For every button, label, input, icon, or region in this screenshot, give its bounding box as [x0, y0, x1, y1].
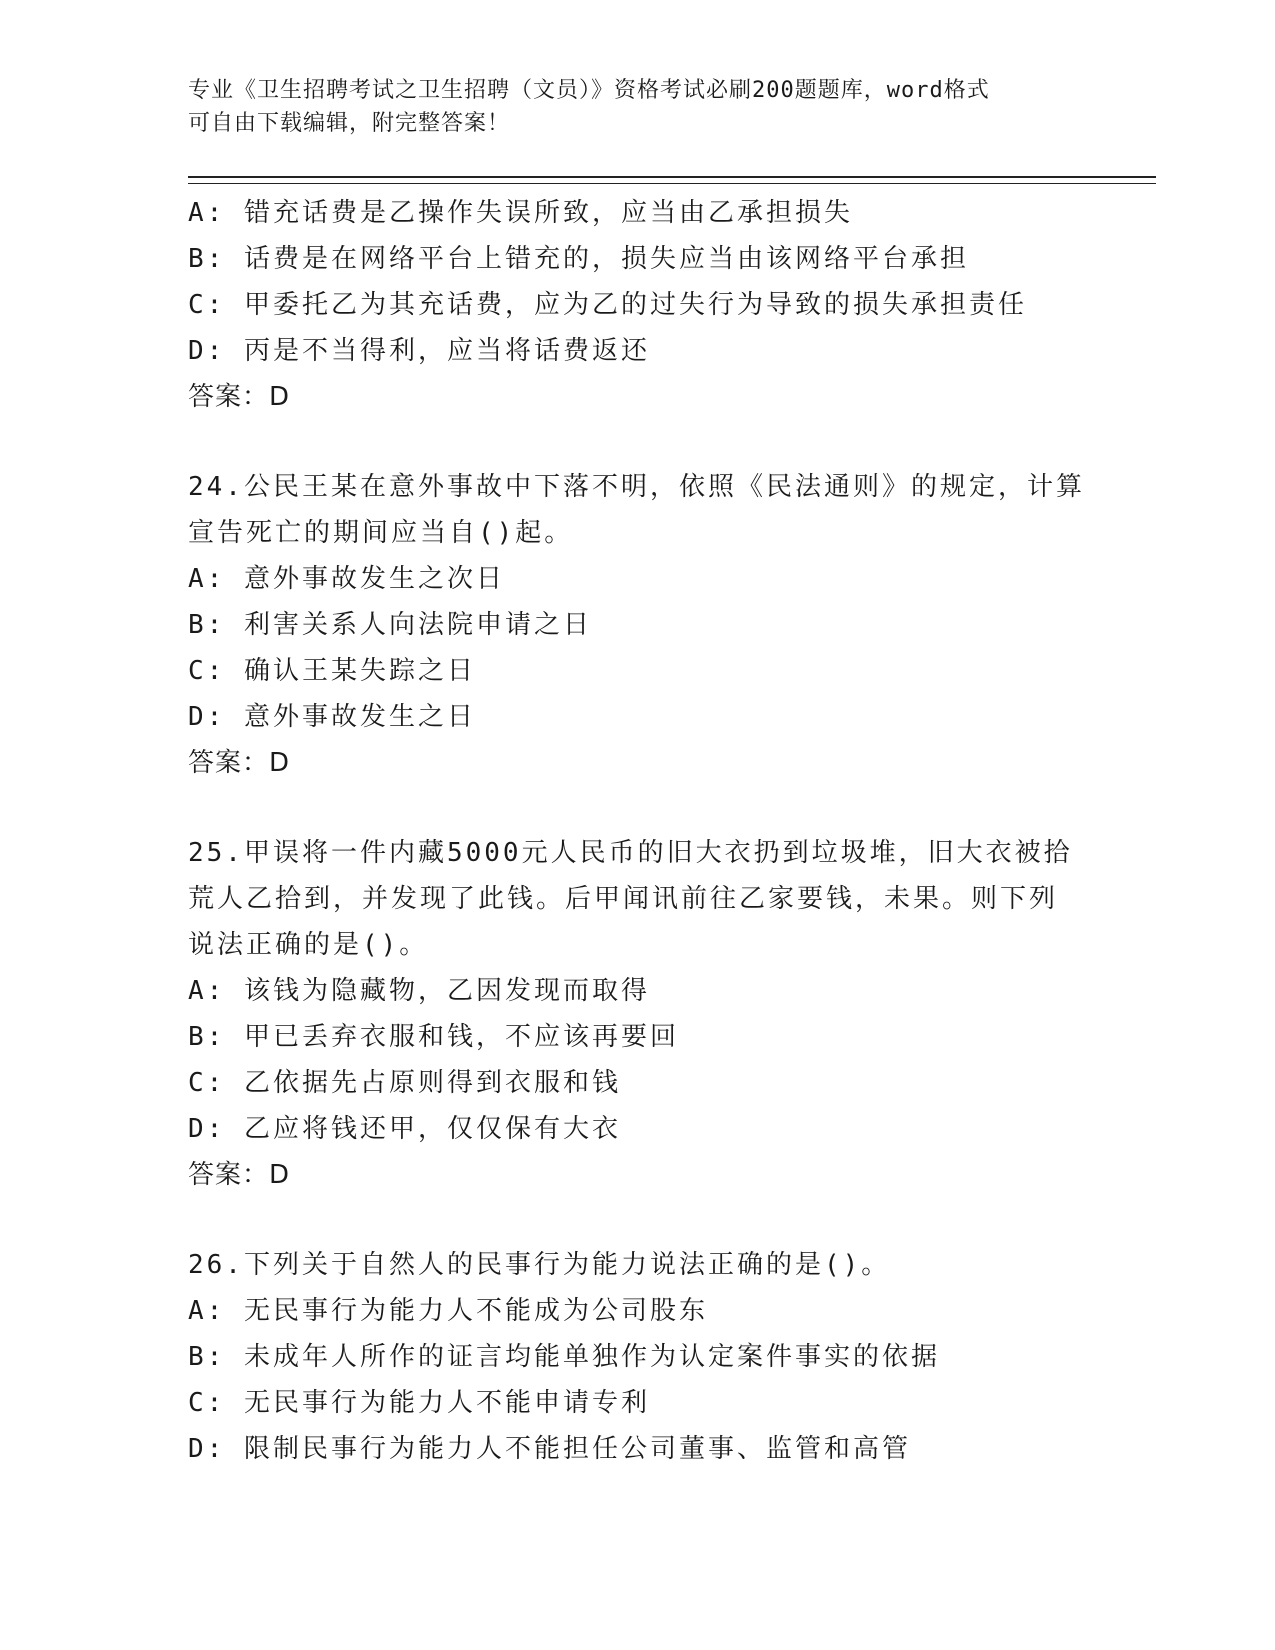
spacer	[188, 786, 1088, 830]
header-divider	[188, 176, 1156, 184]
option-d: D: 乙应将钱还甲，仅仅保有大衣	[188, 1114, 621, 1144]
question-26	[188, 1242, 1088, 1472]
question-text-line: 26.下列关于自然人的民事行为能力说法正确的是()。	[188, 1250, 891, 1280]
option-a: A: 该钱为隐藏物，乙因发现而取得	[188, 976, 650, 1006]
question-text-line: 25.甲误将一件内藏5000元人民币的旧大衣扔到垃圾堆，旧大衣被拾	[188, 838, 1073, 868]
header-title-line-2: 可自由下载编辑，附完整答案！	[188, 111, 511, 136]
question-text-line: 24.公民王某在意外事故中下落不明，依照《民法通则》的规定，计算	[188, 472, 1085, 502]
spacer	[188, 420, 1088, 464]
question-text-line: 荒人乙拾到，并发现了此钱。后甲闻讯前往乙家要钱，未果。则下列	[188, 884, 1059, 914]
question-text	[188, 1242, 1088, 1288]
question-text	[188, 830, 1088, 968]
option-b: B: 利害关系人向法院申请之日	[188, 610, 592, 640]
option-a: A: 无民事行为能力人不能成为公司股东	[188, 1296, 708, 1326]
answer: 答案：D	[188, 748, 291, 778]
option-d: D: 意外事故发生之日	[188, 702, 476, 732]
page-header	[188, 74, 1088, 140]
question-text-line: 说法正确的是()。	[188, 930, 429, 960]
question-text-line: 宣告死亡的期间应当自()起。	[188, 518, 574, 548]
question-25	[188, 830, 1088, 1198]
option-d: D: 限制民事行为能力人不能担任公司董事、监管和高管	[188, 1434, 911, 1464]
question-list	[188, 190, 1088, 1472]
option-d: D: 丙是不当得利，应当将话费返还	[188, 336, 650, 366]
question-24	[188, 464, 1088, 786]
option-a: A: 错充话费是乙操作失误所致，应当由乙承担损失	[188, 198, 853, 228]
option-c: C: 确认王某失踪之日	[188, 656, 476, 686]
header-title-line-1: 专业《卫生招聘考试之卫生招聘（文员）》资格考试必刷200题题库，word格式	[188, 78, 990, 103]
option-c: C: 无民事行为能力人不能申请专利	[188, 1388, 650, 1418]
answer: 答案：D	[188, 1160, 291, 1190]
option-c: C: 甲委托乙为其充话费，应为乙的过失行为导致的损失承担责任	[188, 290, 1027, 320]
answer: 答案：D	[188, 382, 291, 412]
spacer	[188, 1198, 1088, 1242]
option-b: B: 话费是在网络平台上错充的，损失应当由该网络平台承担	[188, 244, 969, 274]
question-text	[188, 464, 1088, 556]
option-b: B: 未成年人所作的证言均能单独作为认定案件事实的依据	[188, 1342, 940, 1372]
option-a: A: 意外事故发生之次日	[188, 564, 505, 594]
option-b: B: 甲已丢弃衣服和钱，不应该再要回	[188, 1022, 679, 1052]
option-c: C: 乙依据先占原则得到衣服和钱	[188, 1068, 621, 1098]
question-23	[188, 190, 1088, 420]
